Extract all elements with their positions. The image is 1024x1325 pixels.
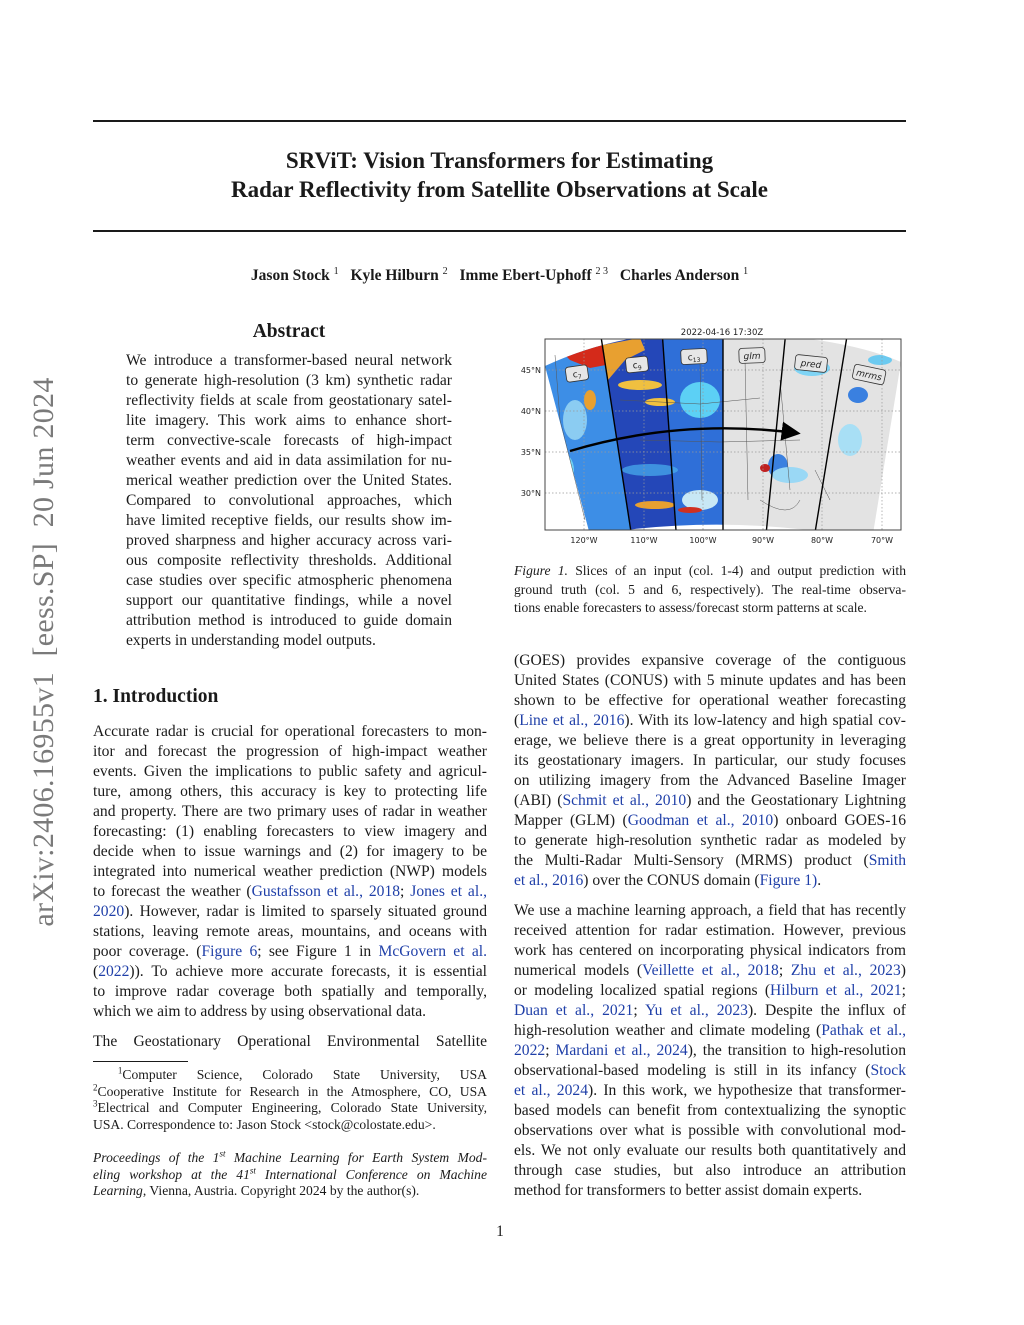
lon-tick-label: 110°W xyxy=(630,536,658,545)
text-line: proved sharpness and higher accuracy across vari- xyxy=(126,532,452,549)
figure-timestamp: 2022-04-16 17:30Z xyxy=(680,328,764,338)
text-segment: Figure 1. xyxy=(514,563,568,578)
abstract-heading: Abstract xyxy=(252,321,326,342)
author: Kyle Hilburn $^2$ xyxy=(350,266,448,285)
text-line xyxy=(93,1067,487,1084)
figure-1-map xyxy=(510,320,910,555)
text-line: ture, among others, this accuracy is key to protecting life xyxy=(93,783,487,800)
citation-link[interactable]: McGovern et al. xyxy=(378,943,487,960)
text-line: received attention for radar estimation. However, previous xyxy=(514,922,906,939)
c13-cloud xyxy=(680,382,720,418)
panel-label-text: glm xyxy=(743,351,761,363)
panel-label-text: pred xyxy=(800,358,822,372)
page-number: 1 xyxy=(496,1223,504,1240)
text-line: work has centered on incorporating physical indicators from xyxy=(514,942,906,959)
text-segment: 2 xyxy=(93,1081,98,1092)
text-segment: Machine Learning for Earth System Mod- xyxy=(225,1150,487,1165)
c7-cloud xyxy=(563,400,587,440)
lon-tick-label: 90°W xyxy=(751,536,775,545)
text-line: Accurate radar is crucial for operational forecasters to mon- xyxy=(93,723,487,740)
panel-label-text: mrms xyxy=(855,368,883,384)
text-line: 2022; Mardani et al., 2024), the transition to high-resolution xyxy=(514,1042,906,1059)
text-line: The Geostationary Operational Environmental Satellite xyxy=(93,1033,487,1050)
text-line: or modeling localized spatial regions (Hilburn et al., 2021; xyxy=(514,982,907,999)
text-segment: Learning xyxy=(93,1183,143,1198)
paper-title xyxy=(93,146,906,204)
c13-cloud xyxy=(678,507,702,513)
citation-link[interactable]: Duan et al., 2021 xyxy=(514,1002,634,1019)
abstract-body xyxy=(126,351,452,651)
text-line: stations, leaving remote areas, mountains, and oceans with xyxy=(93,923,487,940)
text-segment: 1 xyxy=(117,1065,123,1076)
citation-link[interactable]: Yu et al., 2023 xyxy=(645,1002,748,1019)
text-line: et al., 2016) over the CONUS domain (Figure 1). xyxy=(514,872,822,889)
intro-paragraph-3 xyxy=(514,901,906,1201)
text-line xyxy=(93,1100,487,1117)
text-line xyxy=(514,599,906,618)
text-line: poor coverage. (Figure 6; see Figure 1 in McGovern et al. xyxy=(93,943,487,960)
text-line: merical weather prediction over the United States. xyxy=(126,472,452,489)
panel-label xyxy=(565,365,589,383)
text-line: lite imagery. This work aims to enhance short- xyxy=(126,412,452,429)
citation-link[interactable]: et al., 2024 xyxy=(514,1082,588,1099)
text-line: high-resolution weather and climate modeling (Pathak et al., xyxy=(514,1022,906,1039)
text-line: (Line et al., 2016). With its low-latency and high spatial cov- xyxy=(514,712,906,729)
text-segment: , Vienna, Austria. Copyright 2024 by the author(s). xyxy=(142,1183,420,1198)
author: Imme Ebert-Uphoff $^{2 3}$ xyxy=(459,266,609,285)
text-line: We introduce a transformer-based neural network xyxy=(126,352,452,369)
text-line: case studies over specific atmospheric phenomena xyxy=(126,572,452,589)
text-line xyxy=(93,1183,487,1200)
svg-text:glm xyxy=(743,352,761,363)
text-line: observational-based modeling is still in its infancy (Stock xyxy=(514,1062,906,1079)
text-line xyxy=(93,1164,488,1184)
text-line xyxy=(514,581,906,600)
author: Charles Anderson $^1$ xyxy=(619,266,749,285)
top-rule xyxy=(93,120,906,122)
c9-cloud xyxy=(635,501,675,509)
text-segment: Cooperative Institute for Research in the Atmosphere, CO, USA xyxy=(97,1083,487,1099)
text-line: events. Given the implications to public safety and agricul- xyxy=(93,763,487,780)
text-line: the Multi-Radar Multi-Sensory (MRMS) product (Smith xyxy=(514,852,906,869)
citation-link[interactable]: Figure 1) xyxy=(759,872,818,889)
affiliation-footnotes xyxy=(93,1067,487,1133)
footnote-rule xyxy=(93,1061,188,1062)
text-line: term convective-scale forecasts of high-impact xyxy=(126,432,452,449)
text-line: (2022)). To achieve more accurate forecasts, it is essential xyxy=(93,963,487,980)
text-line: have limited receptive fields, our results show im- xyxy=(126,512,452,529)
citation-link[interactable]: Mardani et al., 2024 xyxy=(555,1042,688,1059)
lon-tick-label: 100°W xyxy=(689,536,717,545)
text-line: its geostationary imagers. In particular, our study focuses xyxy=(514,752,906,769)
author: Jason Stock $^1$ xyxy=(250,266,339,285)
pred-rain xyxy=(760,464,770,472)
citation-link[interactable]: Pathak et al., xyxy=(821,1022,906,1039)
citation-link[interactable]: Veillette et al., 2018 xyxy=(642,962,779,979)
panel-label-text: c xyxy=(687,353,693,364)
citation-link[interactable]: Line et al., 2016 xyxy=(519,712,625,729)
citation-link[interactable]: 2022 xyxy=(98,963,130,980)
c9-cloud xyxy=(618,380,662,390)
intro-paragraph-2-continued xyxy=(514,651,906,891)
panel-label xyxy=(739,348,766,364)
text-line: on utilizing imagery from the Advanced Baseline Imager xyxy=(514,772,906,789)
text-line: (ABI) (Schmit et al., 2010) and the Geostationary Lightning xyxy=(514,792,906,809)
text-line xyxy=(93,1117,487,1134)
section-heading-introduction: 1. Introduction xyxy=(93,686,219,707)
lat-tick-label: 40°N xyxy=(520,407,541,416)
text-segment: USA. Correspondence to: Jason Stock <stock@colostate.edu>. xyxy=(93,1116,436,1132)
text-segment: Proceedings of the 1 xyxy=(93,1150,220,1165)
lon-tick-label: 120°W xyxy=(570,536,598,545)
lat-tick-label: 30°N xyxy=(520,489,541,498)
text-line: erage, we believe there is a great opportunity in leveraging xyxy=(514,732,906,749)
lat-tick-label: 35°N xyxy=(520,448,541,457)
text-line: support our quantitative findings, while a novel xyxy=(126,592,452,609)
text-line xyxy=(93,1081,487,1101)
text-line: Compared to convolutional approaches, which xyxy=(126,492,452,509)
panel-label-subscript: 9 xyxy=(637,364,643,372)
citation-link[interactable]: Smith xyxy=(868,852,906,869)
text-segment: 3 xyxy=(93,1098,98,1109)
citation-link[interactable]: 2020 xyxy=(93,903,125,920)
text-segment: Computer Science, Colorado State University, USA xyxy=(122,1067,487,1082)
citation-link[interactable]: Schmit et al., 2010 xyxy=(562,792,687,809)
text-line: numerical models (Veillette et al., 2018; Zhu et al., 2023) xyxy=(514,962,906,979)
text-line: forecasting: (1) enabling forecasters to view imagery and xyxy=(93,823,487,840)
citation-link[interactable]: et al., 2016 xyxy=(514,872,584,889)
citation-link[interactable]: Jones et al., xyxy=(410,883,487,900)
c7-cloud xyxy=(584,390,596,410)
text-line: based models can benefit from contextualizing the synoptic xyxy=(514,1102,906,1119)
panel-label xyxy=(794,354,827,372)
text-line: Duan et al., 2021; Yu et al., 2023). Despite the influx of xyxy=(514,1002,906,1019)
text-line: method for transformers to better assist domain experts. xyxy=(514,1182,863,1199)
text-line: (GOES) provides expansive coverage of the contiguous xyxy=(514,652,906,669)
text-line: to improve radar coverage both spatially and temporally, xyxy=(93,983,487,1000)
text-line: United States (CONUS) with 5 minute updates and has been xyxy=(514,672,906,689)
c9-cloud xyxy=(622,464,678,476)
text-line: els. We not only evaluate our results both quantitatively and xyxy=(514,1142,906,1159)
panel-label-text: c xyxy=(632,360,639,372)
text-line: itor and forecast the progression of high-impact weather xyxy=(93,743,487,760)
pred-rain xyxy=(772,467,808,483)
text-line: We use a machine learning approach, a field that has recently xyxy=(514,902,906,919)
panel-label xyxy=(625,356,648,373)
panel-label-subscript: 13 xyxy=(692,356,701,365)
citation-link[interactable]: Gustafsson et al., 2018 xyxy=(251,883,401,900)
text-line: ous composite reflectivity thresholds. Additional xyxy=(126,552,452,569)
arxiv-identifier-stamp: arXiv:2406.16955v1 [eess.SP] 20 Jun 2024 xyxy=(27,377,60,927)
text-line: attribution method is introduced to guide domain xyxy=(126,612,452,629)
text-line: through case studies, but also introduce an attribution xyxy=(514,1162,906,1179)
text-line: to generate high-resolution (3 km) synthetic radar xyxy=(126,372,452,389)
text-segment: tions enable forecasters to assess/forecast storm patterns at scale. xyxy=(514,600,867,615)
lon-tick-label: 80°W xyxy=(810,536,834,545)
title-line: Radar Reflectivity from Satellite Observations at Scale xyxy=(231,177,768,202)
intro-paragraph-2-start xyxy=(93,1032,487,1052)
citation-link[interactable]: 2022 xyxy=(514,1042,546,1059)
text-segment: International Conference on Machine xyxy=(255,1166,488,1182)
text-segment: st xyxy=(249,1164,256,1175)
text-line: 2020). However, radar is limited to sparsely situated ground xyxy=(93,903,487,920)
panel-label-subscript: 7 xyxy=(577,373,583,381)
text-segment: Slices of an input (col. 1-4) and output prediction with xyxy=(567,563,906,578)
text-line: et al., 2024). In this work, we hypothesize that transformer- xyxy=(514,1082,906,1099)
text-segment: ground truth (col. 5 and 6, respectively). The real-time observa- xyxy=(514,581,906,597)
citation-link[interactable]: Hilburn et al., 2021 xyxy=(770,982,902,999)
text-line: observations over what is possible with convolutional mod- xyxy=(514,1122,906,1139)
text-segment xyxy=(93,1067,118,1082)
text-segment: st xyxy=(219,1148,226,1159)
text-line: experts in understanding model outputs. xyxy=(126,632,376,649)
text-line: decide when to issue warnings and (2) for imagery to be xyxy=(93,843,487,860)
title-line: SRViT: Vision Transformers for Estimating xyxy=(285,148,714,173)
text-line xyxy=(93,1150,487,1167)
citation-link[interactable]: Figure 6 xyxy=(201,943,258,960)
text-segment: eling workshop at the 41 xyxy=(93,1166,250,1182)
intro-paragraph-1 xyxy=(93,722,487,1022)
text-line: to forecast the weather (Gustafsson et al., 2018; Jones et al., xyxy=(93,883,487,900)
citation-link[interactable]: Goodman et al., 2010 xyxy=(627,812,774,829)
citation-link[interactable]: Stock xyxy=(870,1062,906,1079)
text-line: shown to be effective for operational weather forecasting xyxy=(514,692,906,709)
lon-tick-label: 70°W xyxy=(870,536,894,545)
text-line: Mapper (GLM) (Goodman et al., 2010) onboard GOES-16 xyxy=(514,812,906,829)
text-segment: Electrical and Computer Engineering, Colorado State University, xyxy=(97,1100,487,1115)
text-line: weather events and aid in data assimilation for nu- xyxy=(126,452,452,469)
title-bottom-rule xyxy=(93,230,906,232)
latitude-ticks xyxy=(521,366,541,498)
lat-tick-label: 45°N xyxy=(520,366,541,375)
text-line: and property. There are two primary uses of radar in weather xyxy=(93,803,487,820)
text-line: integrated into numerical weather prediction (NWP) models xyxy=(93,863,487,880)
text-line: reflectivity fields at scale from geostationary satel- xyxy=(126,392,452,409)
text-line: to generate high-resolution synthetic radar as modeled by xyxy=(514,832,906,849)
longitude-ticks xyxy=(570,536,893,545)
proceedings-note xyxy=(93,1150,487,1200)
author-list xyxy=(93,266,906,285)
mrms-rain xyxy=(848,387,868,403)
citation-link[interactable]: Zhu et al., 2023 xyxy=(790,962,901,979)
figure-1-caption xyxy=(514,562,906,618)
text-line xyxy=(514,562,906,581)
mrms-rain xyxy=(838,424,862,456)
panel-label-text: c xyxy=(572,369,579,381)
panel-label xyxy=(681,348,708,364)
text-line: which we aim to address by using observational data. xyxy=(93,1003,427,1020)
